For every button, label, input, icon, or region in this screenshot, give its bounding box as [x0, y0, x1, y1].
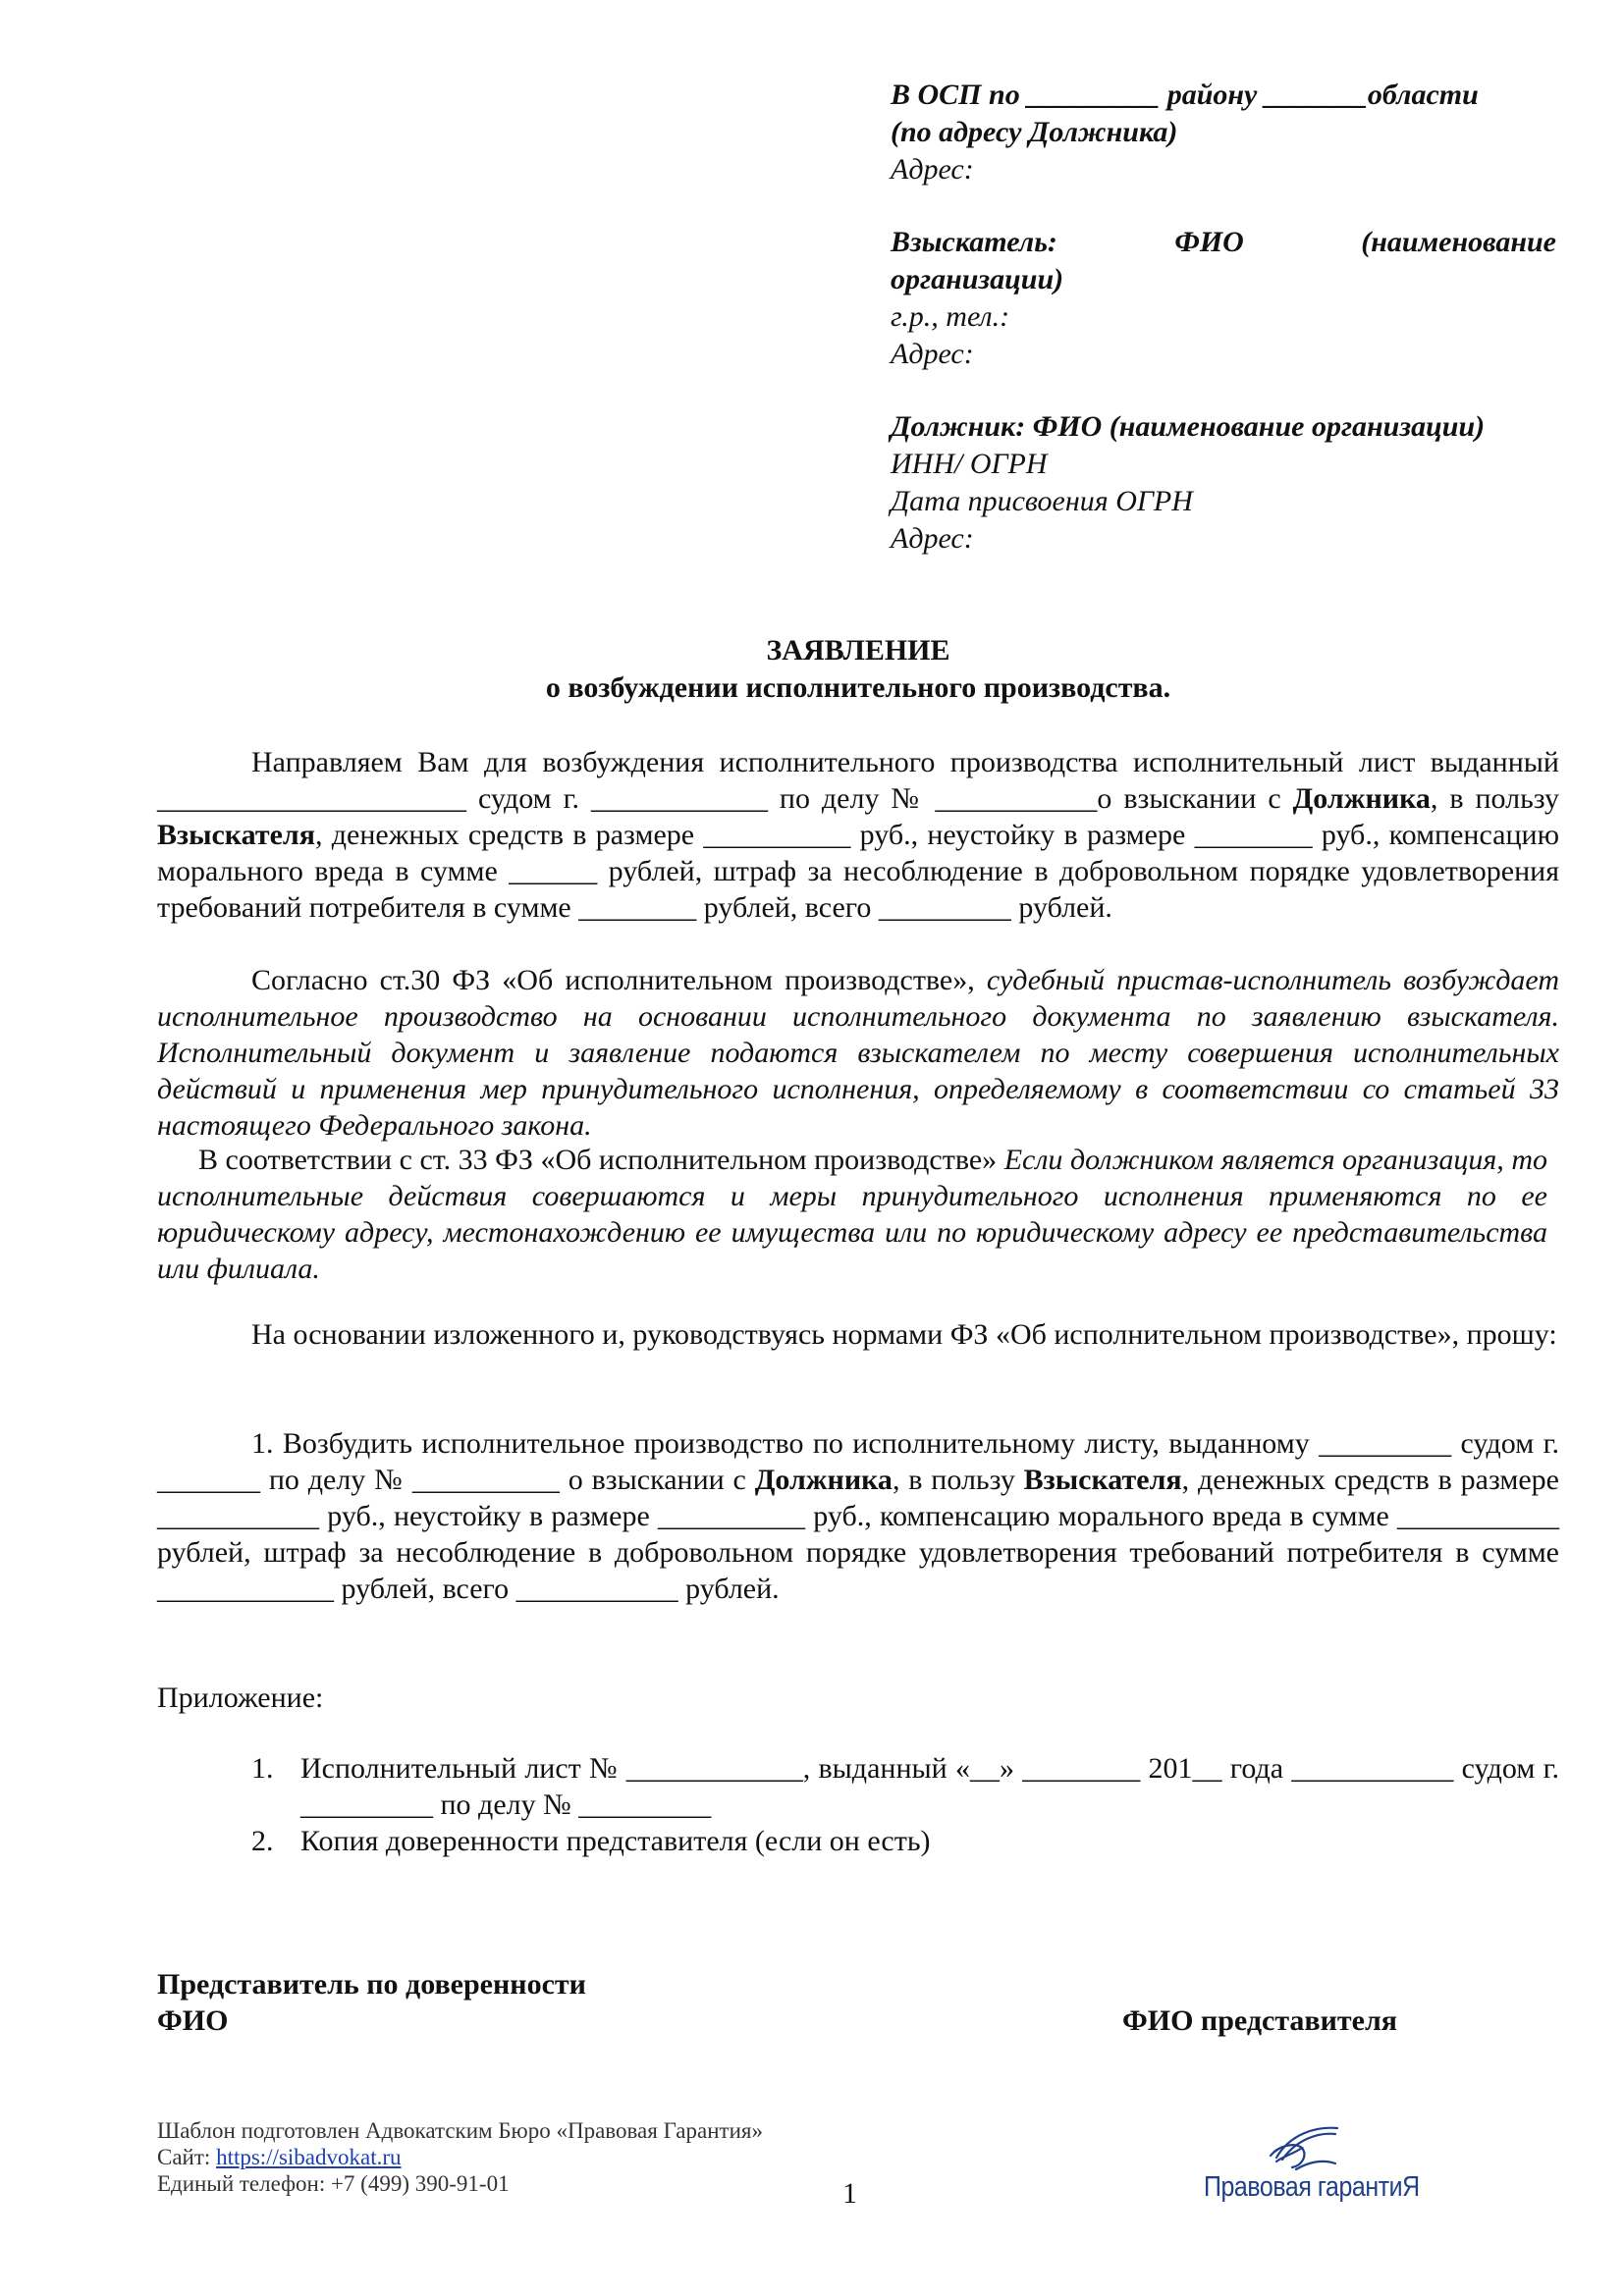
para1-text-2: , в пользу: [1430, 782, 1559, 815]
para5-text-3: , денежных средств в размере ___________ руб., неустойку в размере __________ руб., компенсацию морального вреда в сумме ___________ рублей, штраф за несоблюдение в добровольном порядке удовлетворения требований потребителя в сумме ____________ рублей, всего ___________ рублей.: [157, 1464, 1559, 1605]
para5-debtor: Должника: [754, 1464, 893, 1496]
signature-left: [157, 1966, 586, 2039]
para1-claimant: Взыскателя: [157, 819, 315, 851]
list-item-text: Копия доверенности представителя (если он есть): [300, 1825, 931, 1857]
para2-italic: судебный пристав-исполнитель возбуждает исполнительное производство на основании исполнительного документа по заявлению взыскателя. Исполнительный документ и заявление подаются взыскателем по месту совершения исполнительных действий и применения мер принудительного исполнения, определяемому в соответствии со статьей 33 настоящего Федерального закона.: [157, 964, 1559, 1142]
list-item: [251, 1750, 1559, 1823]
representative-name: ФИО представителя: [1122, 2004, 1398, 2037]
footer-site-label: Сайт:: [157, 2145, 217, 2169]
site-link[interactable]: https://sibadvokat.ru: [216, 2145, 402, 2169]
debtor-address: Адрес:: [891, 522, 974, 555]
para5-claimant: Взыскателя: [1023, 1464, 1182, 1496]
para1-debtor: Должника: [1292, 782, 1431, 815]
paragraph-request: [157, 744, 1559, 926]
footer-site: [157, 2144, 763, 2170]
para3-italic: Если должником является организация, то исполнительные действия совершаются и меры принудительного исполнения применяются по ее юридическому адресу, местонахождению ее имущества или по юридическому адресу ее представительства или филиала.: [157, 1144, 1548, 1285]
appendix-list: [251, 1750, 1559, 1859]
document-title: [157, 632, 1559, 707]
list-item-num: 2.: [251, 1825, 274, 1857]
para1-text-1: Направляем Вам для возбуждения исполнительного производства исполнительный лист выданный _____________________ судом г. ____________ по делу № ___________о взыскании с: [157, 746, 1559, 815]
footer-phone: Единый телефон: +7 (499) 390-91-01: [157, 2171, 510, 2196]
footer-credit: Шаблон подготовлен Адвокатским Бюро «Правовая Гарантия»: [157, 2118, 763, 2143]
page-number: 1: [842, 2177, 857, 2210]
para1-text-3: , денежных средств в размере __________ руб., неустойку в размере ________ руб., компенсацию морального вреда в сумме ______ рублей, штраф за несоблюдение в добровольном порядке удовлетворения требований потребителя в сумме ________ рублей, всего _________ рублей.: [157, 819, 1559, 924]
paragraph-law-33: [157, 1142, 1547, 1287]
para2-plain: Согласно ст.30 ФЗ «Об исполнительном производстве»,: [251, 964, 987, 996]
osp-address: Адрес:: [891, 153, 974, 186]
claimant-org-b: организации): [891, 263, 1064, 295]
claimant-line: [891, 224, 1556, 261]
para5-text-2: , в пользу: [892, 1464, 1024, 1496]
debtor-address-note: (по адресу Должника): [891, 116, 1178, 148]
para5-text-1: 1. Возбудить исполнительное производство по исполнительному листу, выданному _________ судом г. _______ по делу № __________ о взыскании с: [157, 1427, 1559, 1496]
list-item-num: 1.: [251, 1752, 274, 1785]
footer: [157, 2117, 763, 2197]
debtor-line: Должник: ФИО (наименование организации): [891, 410, 1486, 443]
para3-plain: В соответствии с ст. 33 ФЗ «Об исполнительном производстве»: [198, 1144, 1004, 1176]
addressee-block: [891, 77, 1556, 558]
claimant-org-a: (наименование: [1361, 226, 1556, 258]
representative-role: Представитель по доверенности: [157, 1968, 586, 2001]
paragraph-law-30: [157, 962, 1559, 1144]
logo-text: Правовая гарантиЯ: [1204, 2171, 1420, 2203]
debtor-inn: ИНН/ ОГРН: [891, 448, 1048, 480]
claimant-address: Адрес:: [891, 338, 974, 370]
osp-line: В ОСП по _________ району _______области: [891, 79, 1479, 111]
debtor-ogrn-date: Дата присвоения ОГРН: [891, 485, 1193, 517]
claimant-fio: ФИО: [1174, 226, 1244, 258]
representative-fio: ФИО: [157, 2004, 229, 2037]
claimant-phone: г.р., тел.:: [891, 300, 1010, 333]
title-sub: о возбуждении исполнительного производства.: [545, 671, 1171, 704]
claimant-label: Взыскатель:: [891, 226, 1057, 258]
list-item: [251, 1823, 1559, 1859]
paragraph-request-item: [157, 1425, 1559, 1607]
title-main: ЗАЯВЛЕНИЕ: [766, 634, 950, 667]
paragraph-basis: На основании изложенного и, руководствуясь нормами ФЗ «Об исполнительном производстве», прошу:: [251, 1318, 1557, 1351]
appendix-label: Приложение:: [157, 1682, 324, 1714]
list-item-text: Исполнительный лист № ____________, выданный «__» ________ 201__ года ___________ судом г. _________ по делу № _________: [300, 1752, 1559, 1821]
